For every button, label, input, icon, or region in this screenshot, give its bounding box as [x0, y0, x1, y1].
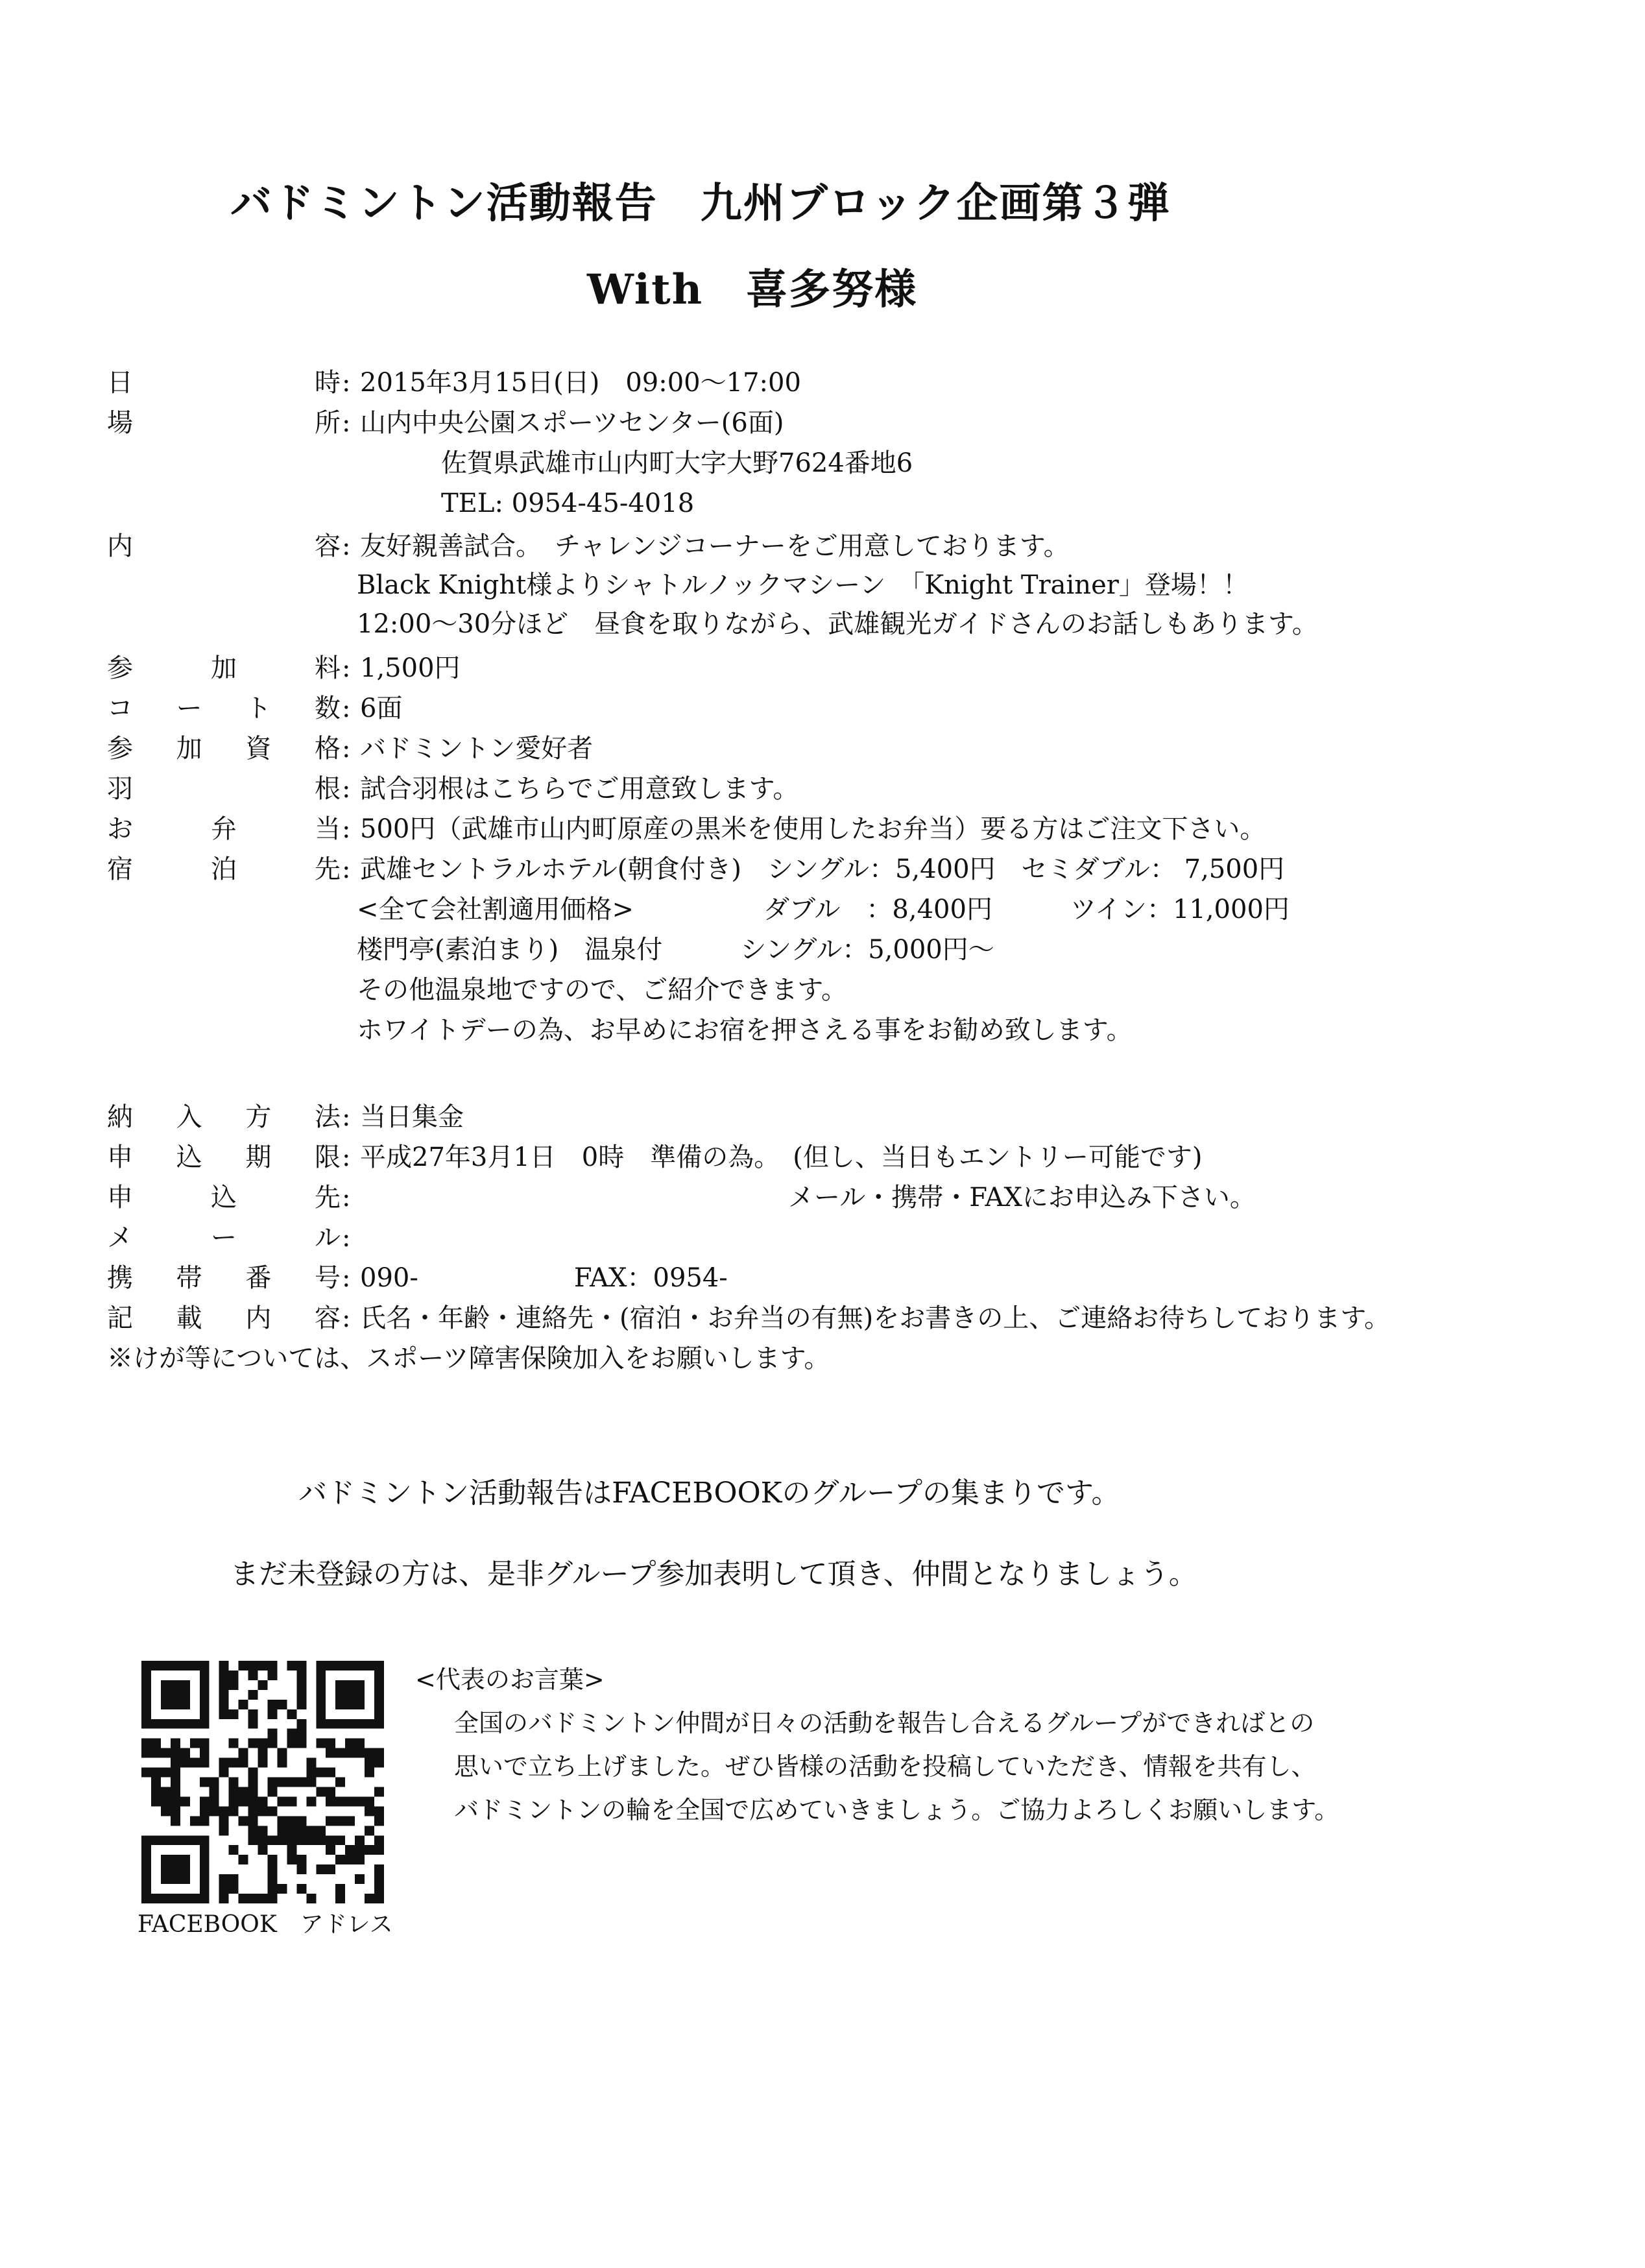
- content-line-2: Black Knight様よりシャトルノックマシーン 「Knight Trainer」登場！！: [357, 570, 1249, 600]
- app-label: 納 入 方 法: [107, 1102, 341, 1132]
- detail-label: 宿 泊 先: [107, 854, 341, 884]
- hotel-line-5: ホワイトデーの為、お早めにお宿を押さえる事をお勧め致します。: [357, 1015, 1133, 1045]
- detail-value: 500円（武雄市山内町原産の黒米を使用したお弁当）要る方はご注文下さい。: [360, 814, 1266, 844]
- app-label: 携 帯 番 号: [107, 1263, 341, 1293]
- event-title: バドミントン活動報告 九州ブロック企画第３弾: [230, 179, 1171, 228]
- detail-label: 日 時: [107, 368, 341, 398]
- app-value: 平成27年3月1日 0時 準備の為。 (但し、当日もエントリー可能です): [360, 1142, 1203, 1172]
- flyer-page: バドミントン活動報告 九州ブロック企画第３弾 With 喜多努様 日 時 : 2015年3月15日(日) 09:00〜17:00 場 所 : 山内中央公園スポーツセンター(6面) 佐賀県武雄市山内町大字大野7624番地6 TEL: 0954-45-4018 内 容 : 友好親善試合。 チャレンジコーナーをご用意しております。 Black Knight様よりシャトルノックマシーン 「Knight Trainer」登場！！ 12:00〜30分ほど 昼食を取りながら、武雄観光ガイドさんのお話しもあります。 参 加 料 : 1,500円 コ ー ト 数 : 6面 参 加 資 格 : バドミントン愛好者 羽 根 : 試合羽根はこちらでご用意致します。 お 弁 当 : 500円（武雄市山内町原産の黒米を使用したお弁当）要る方はご注文下さい。 宿 泊 先 : 武雄セントラルホテル(朝食付き) シングル：5,400円 セミダブル： 7,500円 <全て会社割適用価格> ダブル ：8,400円 ツイン：11,000円 楼門亭(素泊まり) 温泉付 シングル：5,000円〜 その他温泉地ですので、ご紹介できます。 ホワイトデーの為、お早めにお宿を押さえる事をお勧め致します。 納 入 方 法 : 当日集金 申 込 期 限 : 平成27年3月1日 0時 準備の為。 (但し、当日もエントリー可能です) 申 込 先 : メール・携帯・FAXにお申込み下さい。 メ ー ル : 携 帯 番 号 : 090- FAX：0954- 記 載 内 容 : 氏名・年齢・連絡先・(宿泊・お弁当の有無)をお書きの上、ご連絡お待ちしております。 ※けが等については、スポーツ障害保険加入をお願いします。 バドミントン活動報告はFACEBOOKのグループの集まりです。 まだ未登録の方は、是非グループ参加表明して頂き、仲間となりましょう。 FACEBOOK アドレス <代表のお言葉> 全国のバドミントン仲間が日々の活動を報告し合えるグループができればとの 思いで立ち上げました。ぜひ皆様の活動を投稿していただき、情報を共有し、 バドミントンの輪を全国で広めていきましょう。ご協力よろしくお願いします。: [0, 0, 1645, 2268]
- event-subtitle: With 喜多努様: [587, 265, 918, 314]
- detail-value: 6面: [360, 694, 403, 723]
- venue-tel: TEL: 0954-45-4018: [441, 489, 695, 518]
- representative-heading: <代表のお言葉>: [415, 1665, 605, 1694]
- detail-value: 友好親善試合。 チャレンジコーナーをご用意しております。: [360, 531, 1070, 561]
- app-label: 記 載 内 容: [107, 1303, 341, 1333]
- app-value: 氏名・年齢・連絡先・(宿泊・お弁当の有無)をお書きの上、ご連絡お待ちしております。: [360, 1303, 1391, 1333]
- app-label: 申 込 先: [107, 1183, 341, 1212]
- facebook-group-text: バドミントン活動報告はFACEBOOKのグループの集まりです。: [298, 1477, 1120, 1510]
- representative-line-1: 全国のバドミントン仲間が日々の活動を報告し合えるグループができればとの: [454, 1709, 1315, 1737]
- representative-line-2: 思いで立ち上げました。ぜひ皆様の活動を投稿していただき、情報を共有し、: [454, 1752, 1316, 1781]
- detail-label: 参 加 資 格: [107, 734, 341, 764]
- venue-address: 佐賀県武雄市山内町大字大野7624番地6: [441, 448, 913, 478]
- detail-value: 山内中央公園スポーツセンター(6面): [360, 408, 784, 438]
- detail-value: 武雄セントラルホテル(朝食付き) シングル：5,400円 セミダブル： 7,500円: [360, 854, 1285, 884]
- detail-value: 2015年3月15日(日) 09:00〜17:00: [360, 368, 801, 398]
- detail-value: 1,500円: [360, 653, 461, 683]
- join-invite-text: まだ未登録の方は、是非グループ参加表明して頂き、仲間となりましょう。: [230, 1558, 1197, 1591]
- detail-value: バドミントン愛好者: [360, 734, 594, 764]
- detail-label: お 弁 当: [107, 814, 341, 844]
- app-value: メール・携帯・FAXにお申込み下さい。: [788, 1183, 1256, 1212]
- representative-line-3: バドミントンの輪を全国で広めていきましょう。ご協力よろしくお願いします。: [454, 1796, 1339, 1824]
- hotel-line-4: その他温泉地ですので、ご紹介できます。: [357, 975, 847, 1005]
- detail-label: コ ー ト 数: [107, 694, 341, 723]
- detail-label: 参 加 料: [107, 653, 341, 683]
- app-label: 申 込 期 限: [107, 1142, 341, 1172]
- detail-value: 試合羽根はこちらでご用意致します。: [360, 774, 799, 804]
- detail-label: 場 所: [107, 408, 341, 438]
- detail-label: 羽 根: [107, 774, 341, 804]
- content-line-3: 12:00〜30分ほど 昼食を取りながら、武雄観光ガイドさんのお話しもあります。: [357, 609, 1318, 639]
- hotel-line-2: <全て会社割適用価格> ダブル ：8,400円 ツイン：11,000円: [357, 895, 1290, 924]
- detail-label: 内 容: [107, 531, 341, 561]
- app-value: 090- FAX：0954-: [360, 1263, 728, 1293]
- app-value: 当日集金: [360, 1102, 464, 1132]
- qr-caption: FACEBOOK アドレス: [138, 1911, 393, 1938]
- app-label: メ ー ル: [107, 1223, 341, 1253]
- insurance-note: ※けが等については、スポーツ障害保険加入をお願いします。: [107, 1344, 830, 1373]
- qr-code-icon: [141, 1661, 384, 1903]
- redacted-area: [360, 1187, 723, 1212]
- hotel-line-3: 楼門亭(素泊まり) 温泉付 シングル：5,000円〜: [357, 935, 994, 965]
